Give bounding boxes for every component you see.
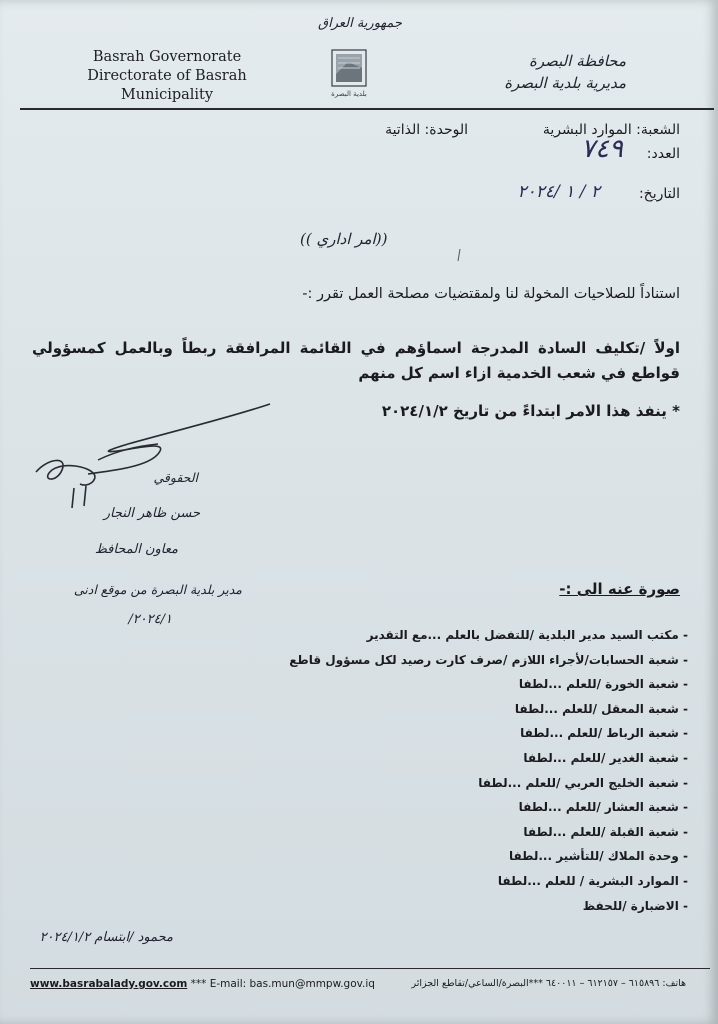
list-item: - شعبة الخليج العربي /للعلم ...لطفا — [478, 775, 688, 790]
list-item: - وحدة الملاك /للتأشير ...لطفا — [509, 849, 688, 864]
list-item: - شعبة المعقل /للعلم ...لطفا — [514, 701, 688, 716]
footer-contacts-latin — [30, 978, 375, 990]
signatory-name: حسن ظاهر النجار — [103, 506, 200, 521]
unit-field: الوحدة: الذاتية — [385, 122, 468, 138]
list-item: - الاضبارة /للحفظ — [582, 898, 688, 913]
list-item: - مكتب السيد مدير البلدية /للتفضل بالعلم ...مع التقدير — [366, 628, 688, 642]
english-letterhead-line-3: Municipality — [120, 87, 214, 103]
list-item: - الموارد البشرية / للعلم ...لطفا — [497, 873, 688, 888]
signature-date: ٢٠٢٤/١/ — [128, 612, 172, 627]
number-value: ٧٤٩ — [581, 134, 623, 164]
order-paragraph-first: اولاً /تكليف السادة المدرجة اسماؤهم في القائمة المرافقة ربطاً وبالعمل كمسؤولي قواطع في شعب الخدمية ازاء اسم كل منهم — [32, 339, 680, 382]
handwritten-signature-icon — [28, 400, 278, 515]
email-text: *** E-mail: bas.mun@mmpw.gov.iq — [187, 978, 375, 990]
english-letterhead-line-2: Directorate of Basrah — [87, 68, 247, 84]
effective-date-paragraph: * ينفذ هذا الامر ابتداءً من تاريخ ٢٠٢٤/١/٢ — [381, 402, 680, 420]
header-divider — [20, 108, 714, 110]
typist-note: محمود /ابتسام ٢٠٢٤/١/٢ — [39, 930, 173, 945]
english-letterhead-line-1: Basrah Governorate — [92, 49, 242, 65]
signatory-position: معاون المحافظ — [94, 542, 178, 557]
recipients-list — [248, 624, 688, 919]
department-field: الشعبة: الموارد البشرية — [542, 122, 680, 138]
tick-mark-icon — [456, 248, 462, 262]
arabic-letterhead-line-1: محافظة البصرة — [529, 52, 626, 70]
preamble-paragraph: استناداً للصلاحيات المخولة لنا ولمقتضيات مصلحة العمل تقرر :- — [302, 286, 680, 302]
signatory-role: مدير بلدية البصرة من موقع ادنى — [73, 582, 242, 597]
arabic-letterhead — [504, 50, 626, 94]
arabic-letterhead-line-2: مديرية بلدية البصرة — [504, 74, 626, 92]
footer-contacts-arabic: هاتف: ٦١٥٨٩٦ – ٦١٢١٥٧ – ٦٤٠٠١١ ***البصرة/الساعي/تقاطع الجزائر — [411, 978, 686, 989]
english-letterhead — [62, 48, 272, 105]
svg-text:بلدية البصرة: بلدية البصرة — [331, 90, 367, 98]
order-title: ((امر اداري )) — [300, 230, 388, 248]
footer-divider — [30, 968, 710, 969]
list-item: - شعبة الغدير /للعلم ...لطفا — [523, 750, 688, 765]
list-item: - شعبة العشار /للعلم ...لطفا — [518, 800, 688, 815]
date-value: ٢ / ١ /٢٠٢٤ — [517, 182, 600, 202]
list-item: - شعبة الخورة /للعلم ...لطفا — [518, 677, 688, 692]
copies-title: صورة عنه الى :- — [559, 580, 680, 598]
republic-title: جمهورية العراق — [318, 16, 402, 31]
website-link[interactable]: www.basrabalady.gov.com — [30, 978, 188, 990]
list-item: - شعبة القبلة /للعلم ...لطفا — [523, 824, 688, 839]
date-label: التاريخ: — [638, 186, 680, 202]
list-item: - شعبة الرباط /للعلم ...لطفا — [520, 726, 688, 741]
list-item: - شعبة الحسابات/لأجراء اللازم /صرف كارت رصيد لكل مسؤول قاطع — [289, 652, 688, 667]
signatory-title: الحقوقي — [153, 470, 198, 485]
municipality-logo-icon — [318, 44, 380, 106]
number-label: العدد: — [646, 146, 680, 162]
